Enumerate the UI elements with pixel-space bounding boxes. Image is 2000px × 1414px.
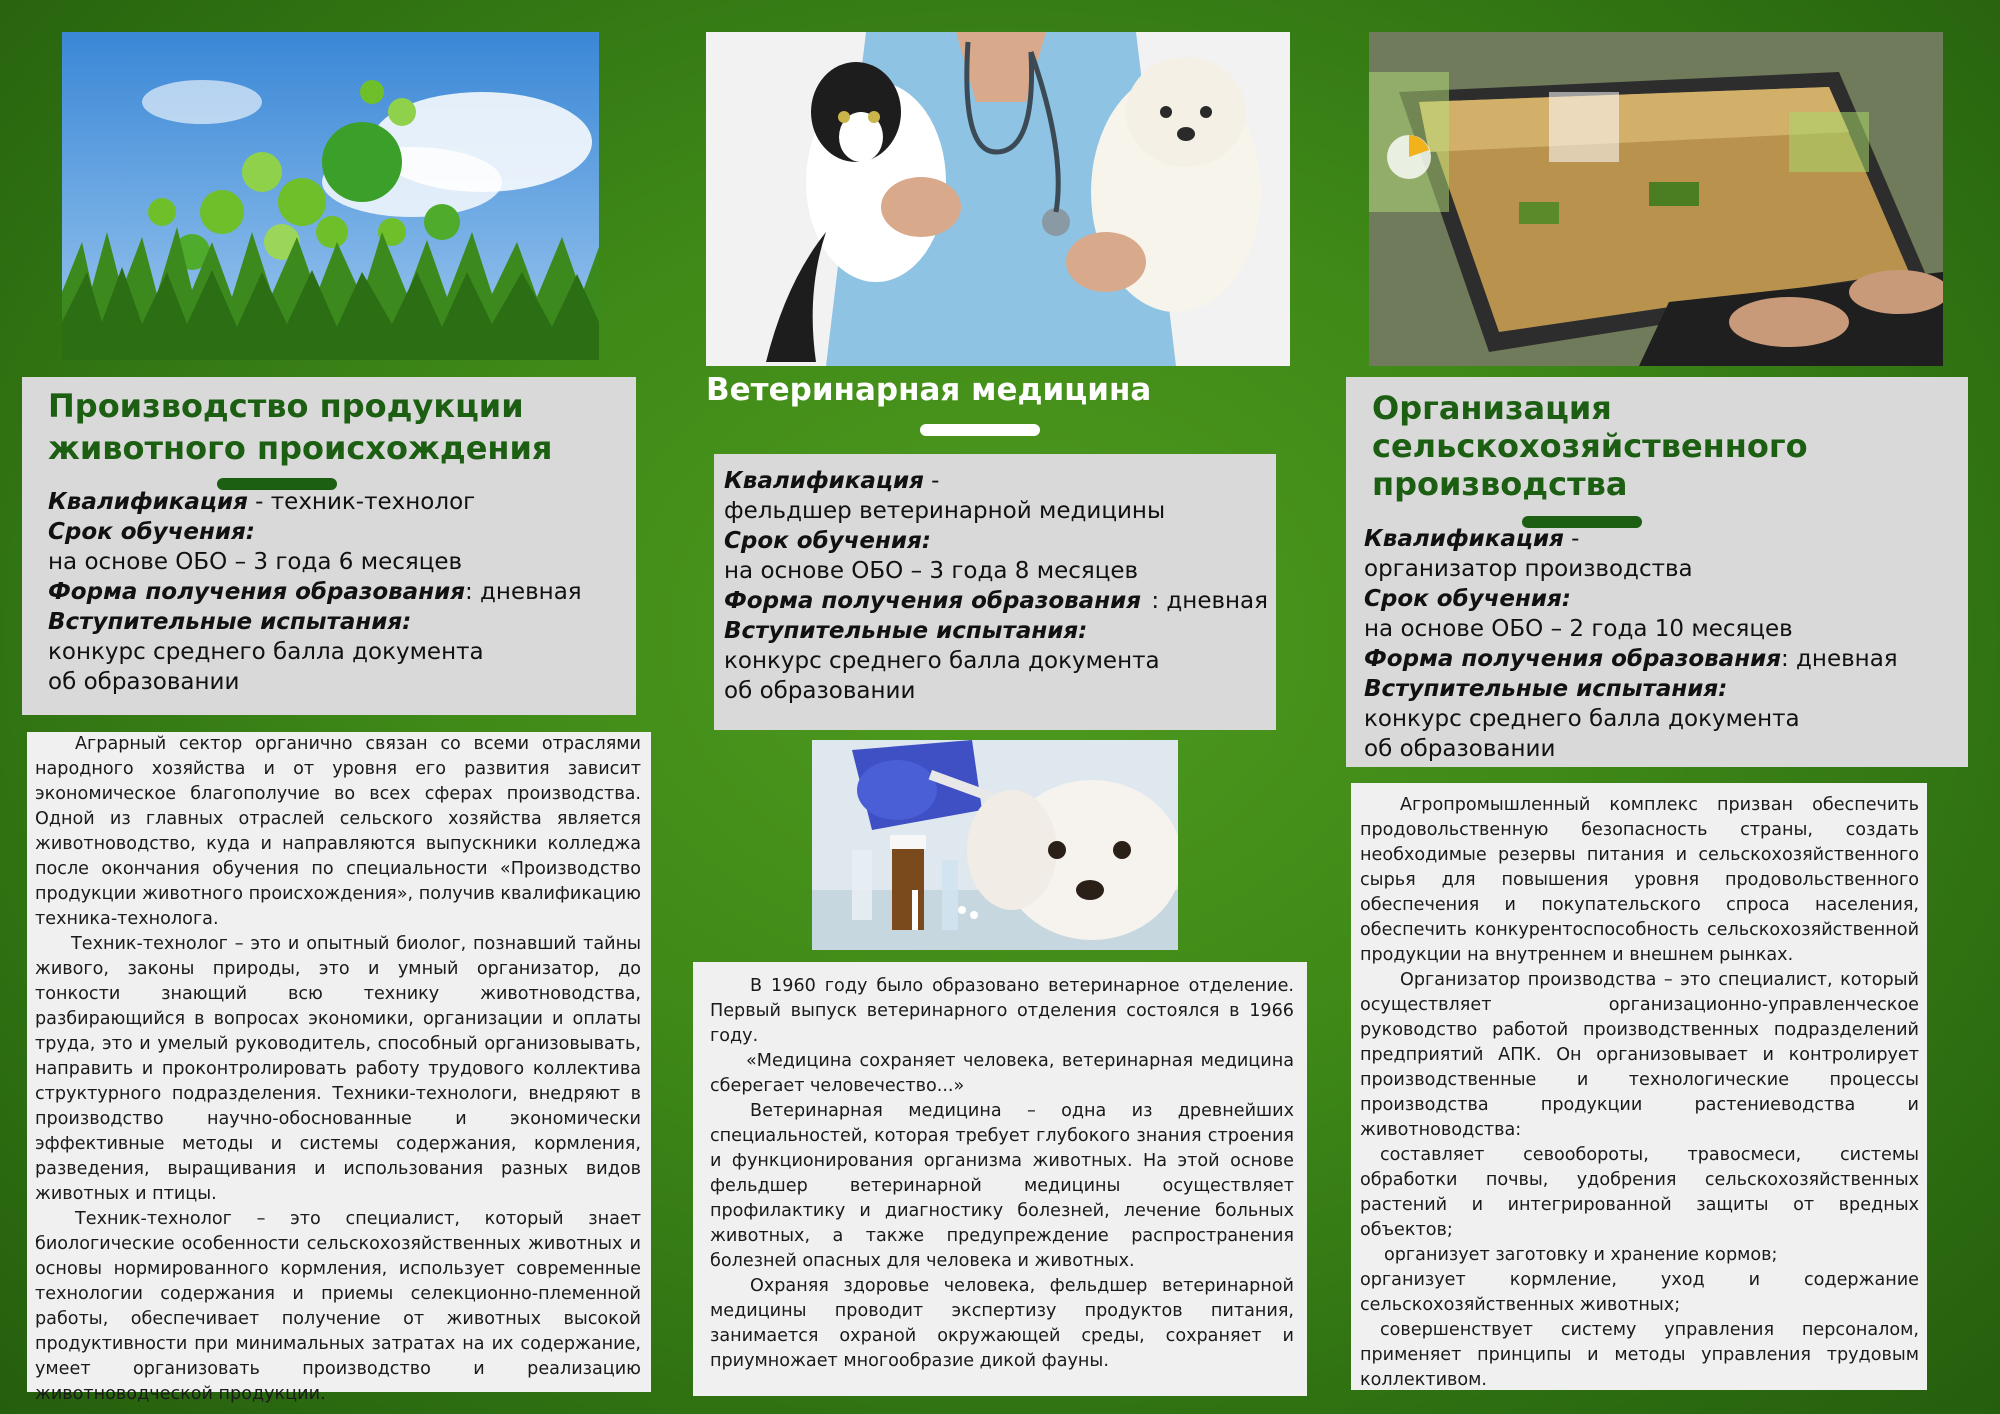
col3-qual-label: Квалификация — [1364, 526, 1564, 552]
col1-title — [48, 385, 628, 469]
col2-form-label: Форма получения образования — [724, 588, 1141, 614]
col1-paragraph-3: Техник-технолог – это специалист, который знает биологические особенности сельскохозяйственных животных и основы нормированного кормления, использует современные технологии содержания и приемы селекционно-племенной работы, обеспечивает получение от животных высокой продуктивности при минимальных затратах на их содержание, умеет организовать производство и реализацию животноводческой продукции. — [35, 1209, 641, 1404]
col1-info-list — [48, 487, 628, 697]
col3-term-value: на основе ОБО – 2 года 10 месяцев — [1364, 616, 1793, 642]
vet-with-cat-and-dog-image — [706, 32, 1290, 366]
col2-title: Ветеринарная медицина — [706, 372, 1152, 408]
col2-form-value: : дневная — [1151, 588, 1268, 614]
col2-paragraph-3: Ветеринарная медицина – одна из древнейших специальностей, которая требует глубокого знания строения и функционирования организма животных. На этой основе фельдшер ветеринарной медицины осуществляет профилактику и диагностику болезней, лечение больных животных, а также предупреждение распространения болезней опасных для человека и животных. — [710, 1101, 1294, 1271]
col1-qual-value: - техник-технолог — [247, 489, 476, 515]
col3-paragraph-3: составляет севообороты, травосмеси, системы обработки почвы, удобрения сельскохозяйственных растений и интегрированной защиты от вредных объектов; — [1360, 1145, 1919, 1240]
col2-exam-value1: конкурс среднего балла документа — [724, 648, 1160, 674]
col1-paragraph-2: Техник-технолог – это и опытный биолог, познавший тайны живого, законы природы, это и умный организатор, до тонкости знающий всю технику животноводства, разбирающийся в вопросах экономики, организации и оплаты труда, это и умелый руководитель, способный организовывать, направить и проконтролировать работу трудового коллектива структурного подразделения. Техники-технологи, внедряют в производство научно-обоснованные и экономически эффективные методы и системы содержания, кормления, разведения, выращивания и использования разных видов животных и птицы. — [35, 934, 641, 1204]
col3-exam-label-text: Вступительные испытания: — [1364, 676, 1728, 702]
col3-body-panel — [1351, 783, 1927, 1390]
col2-body-panel — [693, 962, 1307, 1396]
col1-exam-label — [48, 607, 628, 637]
col1-exam-label-text: Вступительные испытания: — [48, 609, 412, 635]
col3-title-line3: производства — [1372, 465, 1628, 503]
col2-title-underline — [920, 424, 1040, 436]
col3-info-list — [1364, 524, 1954, 764]
col1-body-panel — [27, 732, 651, 1404]
col3-exam-value1: конкурс среднего балла документа — [1364, 706, 1800, 732]
col3-title-line2: сельскохозяйственного — [1372, 427, 1808, 465]
col3-paragraph-6: совершенствует систему управления персоналом, применяет принципы и методы управления трудовым коллективом. — [1360, 1320, 1919, 1390]
col1-paragraph-1: Аграрный сектор органично связан со всеми отраслями народного хозяйства и от уровня его развития зависит экономическое благополучие во всех сферах производства. Одной из главных отраслей сельского хозяйства является животноводство, куда и направляются выпускники колледжа после окончания обучения по специальности «Производство продукции животного происхождения», получив квалификацию техника-технолога. — [35, 734, 641, 929]
col2-exam-label — [724, 616, 1268, 646]
col3-paragraph-1: Агропромышленный комплекс призван обеспечить продовольственную безопасность страны, создать необходимые резервы питания и сельскохозяйственного сырья для повышения уровня продовольственного обеспечения и покупательского спроса населения, обеспечить конкурентоспособность сельскохозяйственной продукции на внутреннем и внешнем рынках. — [1360, 795, 1919, 965]
col3-exam-value2: об образовании — [1364, 736, 1556, 762]
col1-term-label-text: Срок обучения: — [48, 519, 255, 545]
col3-paragraph-5: организует кормление, уход и содержание сельскохозяйственных животных; — [1360, 1270, 1919, 1315]
col1-exam-value2: об образовании — [48, 669, 240, 695]
col1-term-label — [48, 517, 628, 547]
col2-form — [724, 586, 1268, 616]
dog-with-medicine-image — [812, 740, 1178, 950]
col1-form — [48, 577, 628, 607]
col3-term-label — [1364, 584, 1954, 614]
col2-qual-label: Квалификация — [724, 468, 924, 494]
col3-title — [1372, 389, 1952, 503]
col1-exam-value1: конкурс среднего балла документа — [48, 639, 484, 665]
col1-qualification — [48, 487, 628, 517]
col3-qualification — [1364, 524, 1954, 554]
col2-qual-dash: - — [923, 468, 940, 494]
col2-term-label — [724, 526, 1268, 556]
col3-exam-label — [1364, 674, 1954, 704]
col1-info-panel — [22, 377, 636, 715]
col2-exam-label-text: Вступительные испытания: — [724, 618, 1088, 644]
col2-paragraph-1: В 1960 году было образовано ветеринарное отделение. Первый выпуск ветеринарного отделения состоялся в 1966 году. — [710, 976, 1294, 1046]
col3-form-label: Форма получения образования — [1364, 646, 1781, 672]
col3-title-line1: Организация — [1372, 389, 1612, 427]
col2-term-label-text: Срок обучения: — [724, 528, 931, 554]
col3-info-panel — [1346, 377, 1968, 767]
col3-paragraph-4: организует заготовку и хранение кормов; — [1384, 1245, 1778, 1265]
col1-form-value: : дневная — [464, 579, 582, 605]
col3-form — [1364, 644, 1954, 674]
col2-qual-value: фельдшер ветеринарной медицины — [724, 498, 1166, 524]
col3-qual-dash: - — [1563, 526, 1580, 552]
col3-term-label-text: Срок обучения: — [1364, 586, 1571, 612]
col1-title-line1: Производство продукции — [48, 387, 524, 425]
col2-qualification — [724, 466, 1268, 496]
col1-title-line2: животного происхождения — [48, 429, 553, 468]
col1-term-value: на основе ОБО – 3 года 6 месяцев — [48, 549, 463, 575]
col2-info-list — [724, 466, 1268, 706]
col1-qual-label: Квалификация — [48, 489, 248, 515]
col3-form-value: : дневная — [1780, 646, 1898, 672]
col3-qual-value: организатор производства — [1364, 556, 1693, 582]
col2-exam-value2: об образовании — [724, 678, 916, 704]
col2-paragraph-4: Охраняя здоровье человека, фельдшер ветеринарной медицины проводит экспертизу продуктов питания, занимается охраной окружающей среды, сохраняет и приумножает многообразие дикой фауны. — [710, 1276, 1294, 1371]
col3-paragraph-2: Организатор производства – это специалист, который осуществляет организационно-управленческое руководство работой производственных подразделений предприятий АПК. Он организовывает и контролирует производственные и технологические процессы производства продукции растениеводства и животноводства: — [1360, 970, 1919, 1140]
col2-info-panel — [714, 454, 1276, 730]
col2-paragraph-2: «Медицина сохраняет человека, ветеринарная медицина сберегает человечество...» — [710, 1051, 1294, 1096]
agriculture-image — [62, 32, 599, 360]
smart-farming-laptop-image — [1369, 32, 1943, 366]
col2-term-value: на основе ОБО – 3 года 8 месяцев — [724, 558, 1139, 584]
col1-form-label: Форма получения образования — [48, 579, 465, 605]
